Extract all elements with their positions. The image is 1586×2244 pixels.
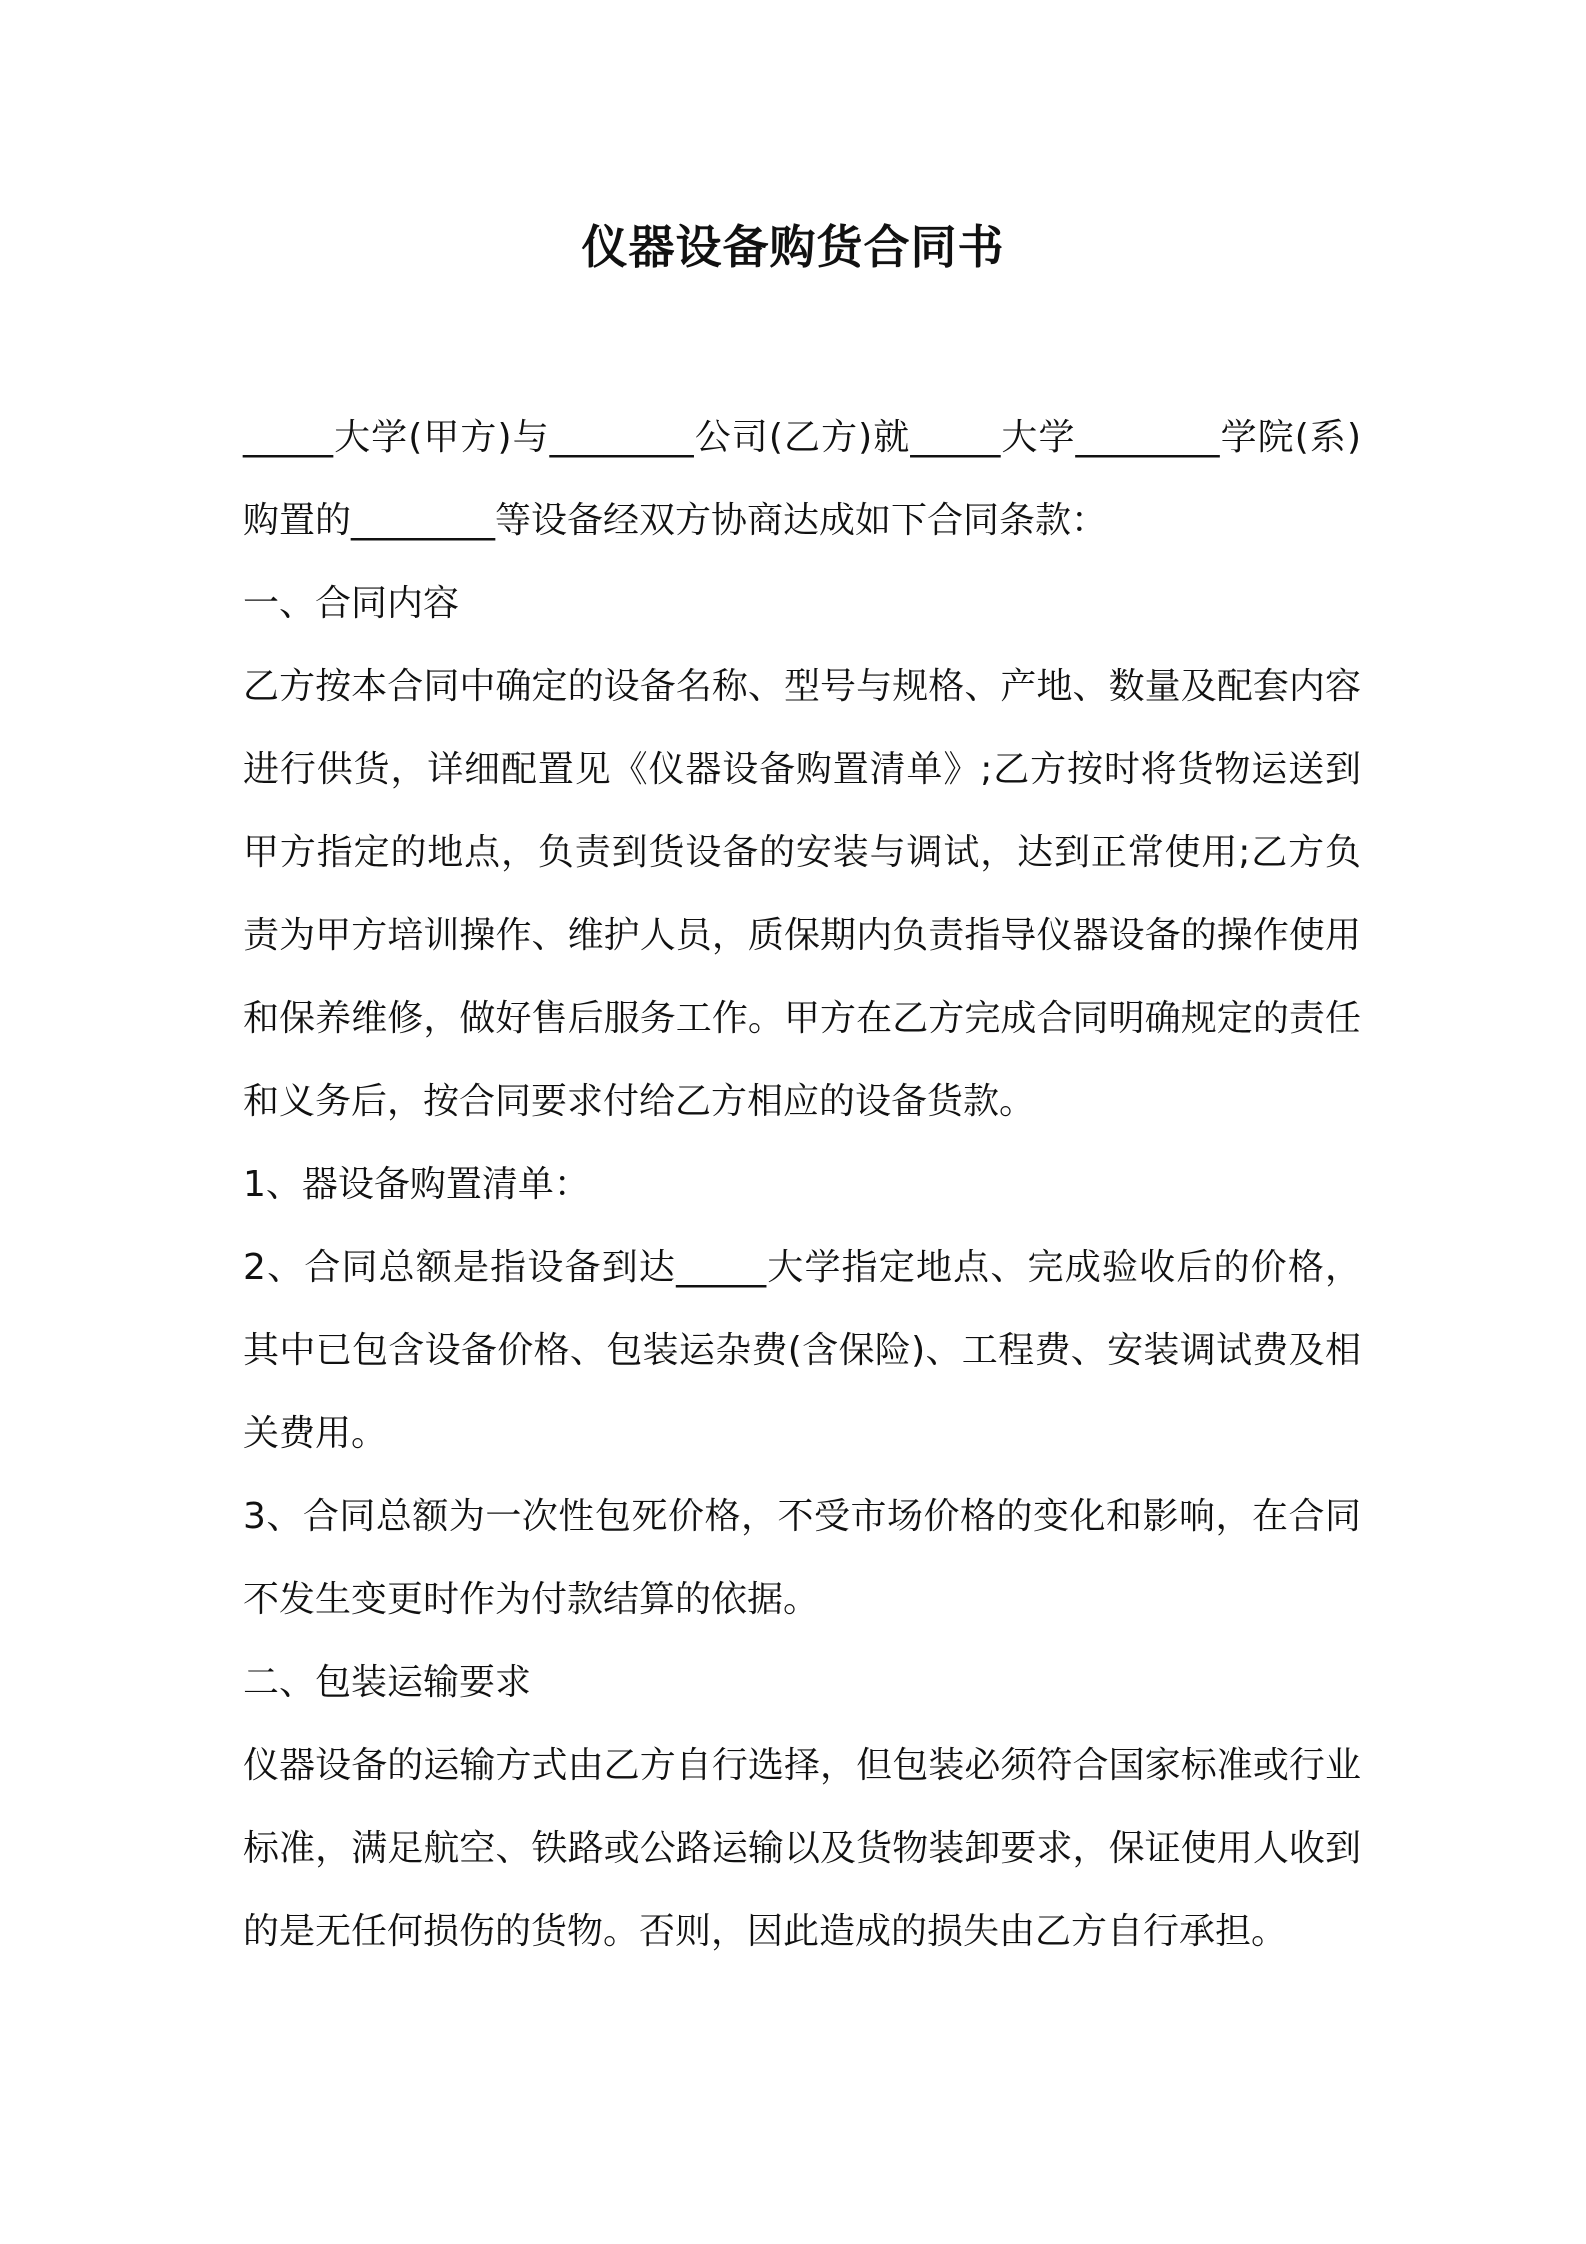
intro-paragraph: _____大学(甲方)与________公司(乙方)就_____大学________学院(系)购置的________等设备经双方协商达成如下合同条款：	[243, 417, 1361, 541]
clause-1: 1、器设备购置清单：	[243, 1164, 590, 1205]
section-heading-contract-content: 一、合同内容	[243, 583, 460, 624]
clause-2: 2、合同总额是指设备到达_____大学指定地点、完成验收后的价格，其中已包含设备价格、包装运杂费(含保险)、工程费、安装调试费及相关费用。	[243, 1247, 1361, 1454]
contract-content-paragraph: 乙方按本合同中确定的设备名称、型号与规格、产地、数量及配套内容进行供货，详细配置见《仪器设备购置清单》;乙方按时将货物运送到甲方指定的地点，负责到货设备的安装与调试，达到正常使用;乙方负责为甲方培训操作、维护人员，质保期内负责指导仪器设备的操作使用和保养维修，做好售后服务工作。甲方在乙方完成合同明确规定的责任和义务后，按合同要求付给乙方相应的设备货款。	[243, 666, 1361, 1122]
document-body	[243, 396, 1361, 1973]
clause-3: 3、合同总额为一次性包死价格，不受市场价格的变化和影响，在合同不发生变更时作为付款结算的依据。	[243, 1496, 1361, 1620]
packaging-transport-paragraph: 仪器设备的运输方式由乙方自行选择，但包装必须符合国家标准或行业标准，满足航空、铁路或公路运输以及货物装卸要求，保证使用人收到的是无任何损伤的货物。否则，因此造成的损失由乙方自行承担。	[243, 1745, 1361, 1952]
section-heading-packaging-transport: 二、包装运输要求	[243, 1662, 532, 1703]
page-title: 仪器设备购货合同书	[581, 220, 1005, 274]
